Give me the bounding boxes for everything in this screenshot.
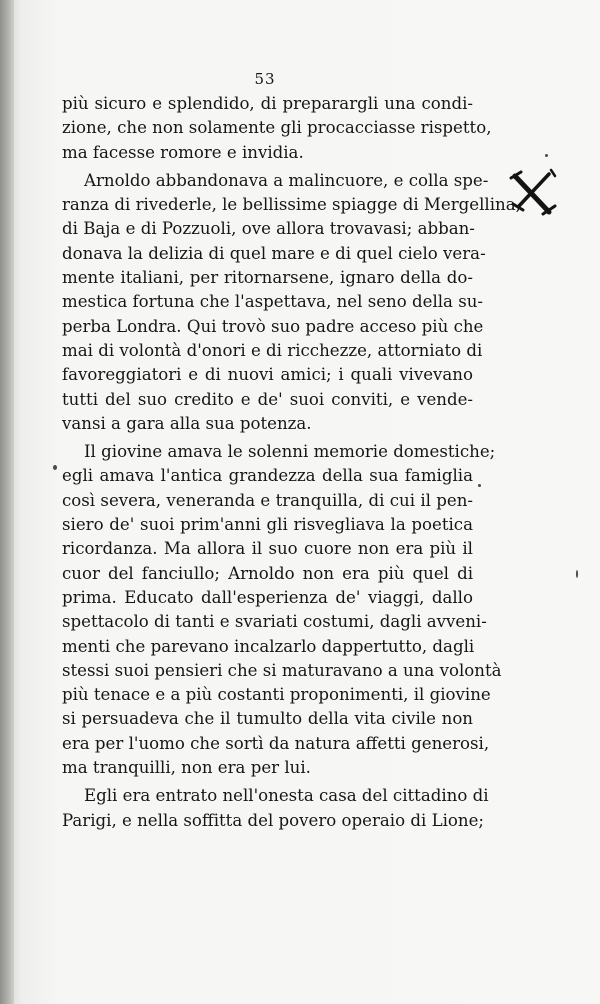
text-line: perba Londra. Qui trovò suo padre acceso più che [62, 316, 484, 336]
text-line: stessi suoi pensieri che si maturavano a una volontà [62, 660, 502, 680]
text-line: Parigi, e nella soffitta del povero operaio di Lione; [62, 810, 484, 830]
paragraph [62, 784, 489, 833]
paper-speck [545, 154, 548, 157]
text-line: zione, che non solamente gli procacciasse rispetto, [62, 118, 492, 138]
text-line: cuor del fanciullo; Arnoldo non era più quel di [62, 563, 473, 583]
paragraph [62, 92, 492, 165]
page-number: 53 [254, 70, 276, 88]
text-line: più sicuro e splendido, di preparargli una condi- [62, 94, 473, 113]
text-line: era per l'uomo che sortì da natura affetti generosi, [62, 733, 490, 753]
text-line: Il giovine amava le solenni memorie domestiche; [84, 442, 496, 462]
text-line: mai di volontà d'onori e di ricchezze, attorniato di [62, 340, 483, 360]
ink-cross-mark-icon [505, 166, 561, 222]
text-line: ricordanza. Ma allora il suo cuore non era più il [62, 539, 473, 559]
text-line: Arnoldo abbandonava a malincuore, e colla spe- [84, 170, 489, 190]
text-line: si persuadeva che il tumulto della vita civile non [62, 709, 473, 729]
paper-speck [478, 484, 481, 487]
text-line: mente italiani, per ritornarsene, ignaro della do- [62, 268, 473, 288]
text-line: egli amava l'antica grandezza della sua famiglia [62, 466, 473, 486]
text-line: ranza di rivederle, le bellissime spiagge di Mergellina, [62, 195, 521, 215]
body-text [62, 92, 521, 833]
text-line: Egli era entrato nell'onesta casa del cittadino di [84, 786, 489, 806]
text-line: siero de' suoi prim'anni gli risvegliava la poetica [62, 515, 473, 535]
text-line: di Baja e di Pozzuoli, ove allora trovavasi; abban- [62, 219, 475, 239]
paragraph [62, 440, 502, 780]
text-line: spettacolo di tanti e svariati costumi, dagli avveni- [62, 612, 487, 632]
paper-speck [576, 570, 578, 578]
text-line: ma tranquilli, non era per lui. [62, 758, 311, 778]
text-line: più tenace e a più costanti proponimenti, il giovine [62, 685, 491, 705]
text-line: tutti del suo credito e de' suoi conviti, e vende- [62, 389, 473, 409]
text-line: menti che parevano incalzarlo dappertutto, dagli [62, 636, 475, 656]
text-line: vansi a gara alla sua potenza. [62, 413, 312, 433]
text-line: favoreggiatori e di nuovi amici; i quali vivevano [62, 365, 473, 385]
book-spine-shadow [0, 0, 14, 1004]
paragraph [62, 169, 521, 436]
text-line: mestica fortuna che l'aspettava, nel seno della su- [62, 292, 484, 312]
paper-speck [53, 465, 57, 470]
text-line: prima. Educato dall'esperienza de' viaggi, dallo [62, 587, 473, 607]
text-line: donava la delizia di quel mare e di quel cielo vera- [62, 243, 486, 263]
text-line: così severa, veneranda e tranquilla, di cui il pen- [62, 490, 473, 510]
text-line: ma facesse romore e invidia. [62, 142, 304, 162]
